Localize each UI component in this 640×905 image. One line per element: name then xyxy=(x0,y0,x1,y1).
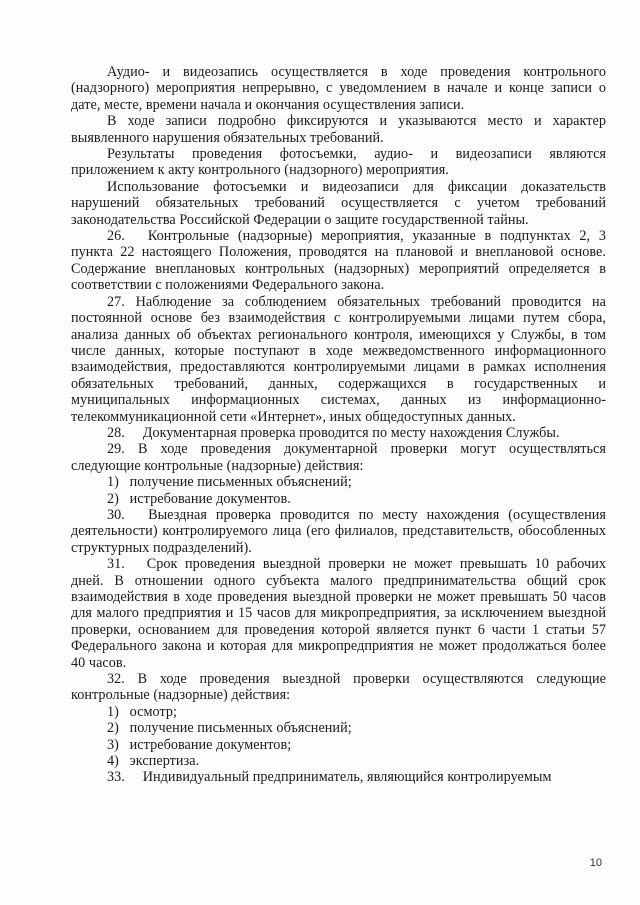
paragraph-27: 27. Наблюдение за соблюдением обязательных требований проводится на постоянной основе без взаимодействия с контролируемыми лицами путем сбора, анализа данных об объектах регионального контроля, имеющихся у Службы, в том числе данных, которые поступают в ходе межведомственного информационного взаимодействия, предоставляются контролируемыми лицами в рамках исполнения обязательных требований, данных, содержащихся в государственных и муниципальных информационных системах, данных из информационно- телекоммуникационной сети «Интернет», иных общедоступных данных. xyxy=(71,293,606,425)
paragraph-record-details: В ходе записи подробно фиксируются и указываются место и характер выявленного нарушения обязательных требований. xyxy=(71,113,606,146)
paragraph-30: 30. Выездная проверка проводится по месту нахождения (осуществления деятельности) контролируемого лица (его филиалов, представительств, обособленных структурных подразделений). xyxy=(71,506,606,556)
page-number: 10 xyxy=(589,857,602,869)
paragraph-29: 29. В ходе проведения документарной проверки могут осуществляться следующие контрольные (надзорные) действия: xyxy=(71,441,606,474)
list-item: 3) истребование документов; xyxy=(107,736,292,753)
list-item: 1) получение письменных объяснений; xyxy=(107,474,352,491)
paragraph-33: 33. Индивидуальный предприниматель, являющийся контролируемым xyxy=(107,769,552,786)
list-item: 4) экспертиза. xyxy=(107,753,200,770)
paragraph-usage: Использование фотосъемки и видеозаписи для фиксации доказательств нарушений обязательных требований осуществляется с учетом требований законодательства Российской Федерации о защите государственной тайны. xyxy=(71,178,606,228)
paragraph-audio-video: Аудио- и видеозапись осуществляется в ходе проведения контрольного (надзорного) мероприятия непрерывно, с уведомлением в начале и конце записи о дате, месте, времени начала и окончания осуществления записи. xyxy=(71,64,606,113)
document-body xyxy=(71,64,606,786)
paragraph-results: Результаты проведения фотосъемки, аудио- и видеозаписи являются приложением к акту контрольного (надзорного) мероприятия. xyxy=(71,146,606,179)
paragraph-26: 26. Контрольные (надзорные) мероприятия, указанные в подпунктах 2, 3 пункта 22 настоящего Положения, проводятся на плановой и внеплановой основе. Содержание внеплановых контрольных (надзорных) мероприятий определяется в соответствии с положениями Федерального закона. xyxy=(71,228,606,294)
list-item: 2) получение письменных объяснений; xyxy=(107,720,352,737)
paragraph-28: 28. Документарная проверка проводится по месту нахождения Службы. xyxy=(107,424,560,441)
list-item: 1) осмотр; xyxy=(107,703,178,720)
paragraph-32: 32. В ходе проведения выездной проверки осуществляются следующие контрольные (надзорные) действия: xyxy=(71,671,606,704)
list-item: 2) истребование документов. xyxy=(107,490,291,507)
paragraph-31: 31. Срок проведения выездной проверки не может превышать 10 рабочих дней. В отношении одного субъекта малого предпринимательства общий срок взаимодействия в ходе проведения выездной проверки не может превышать 50 часов для малого предприятия и 15 часов для микропредприятия, за исключением выездной проверки, основанием для проведения которой является пункт 6 части 1 статьи 57 Федерального закона и которая для микропредприятия не может продолжаться более 40 часов. xyxy=(71,556,606,671)
